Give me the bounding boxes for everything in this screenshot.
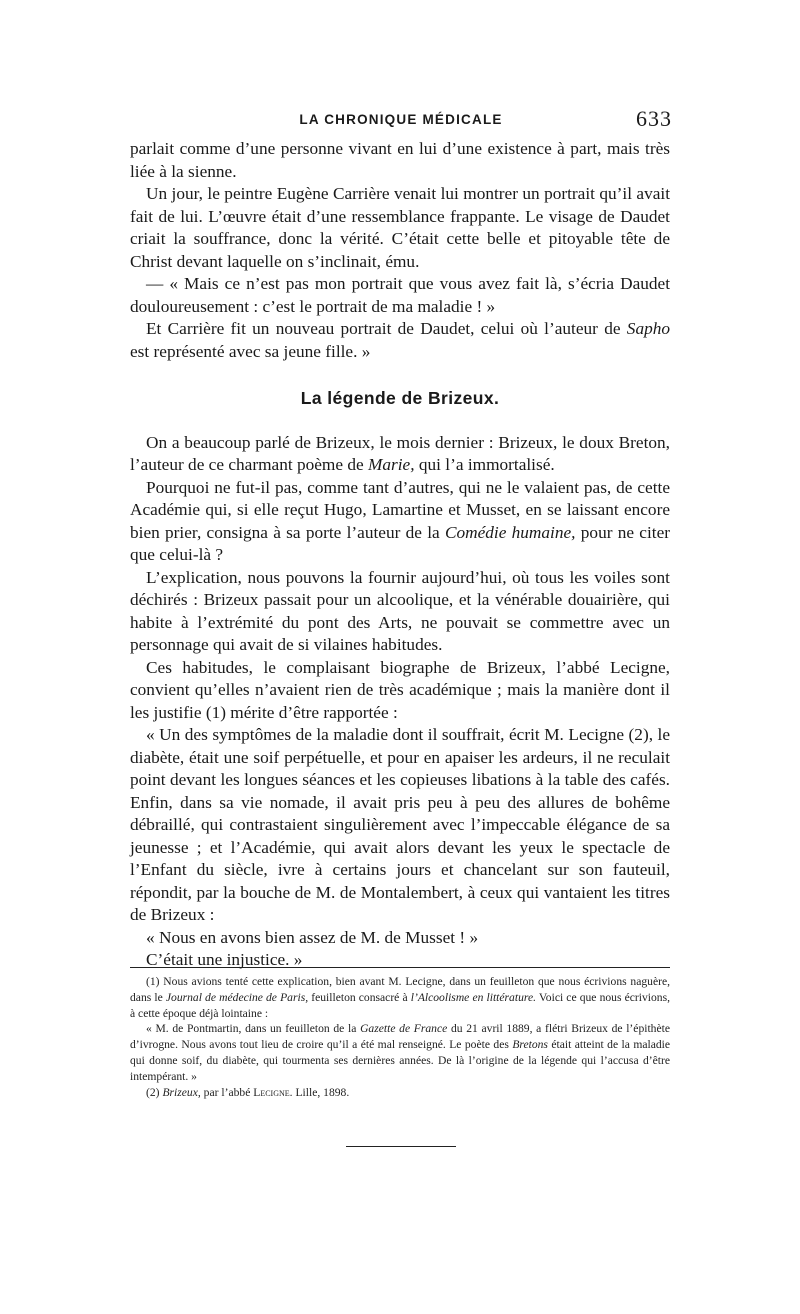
- paragraph: [130, 432, 670, 477]
- italic-title: Brizeux,: [162, 1085, 201, 1099]
- italic-title: Comédie humaine,: [444, 522, 576, 542]
- quotation: « Un des symptômes de la maladie dont il souffrait, écrit M. Lecigne (2), le diabète, était une soif perpétuelle, et pour en apaiser les ardeurs, il ne reculait point devant les longues séances et les copieuses libations à la table des cafés. Enfin, dans sa vie nomade, il avait pris peu à peu des allures de bohême débraillé, qui contrastaient singulièrement avec l’impeccable élégance de sa jeunesse ; et l’Académie, qui avait alors devant les yeux le spectacle de l’Enfant du siècle, ivre à certains jours et chancelant sur son fauteuil, répondit, par la bouche de M. de Montalembert, à ceux qui vantaient les titres de Brizeux :: [130, 725, 670, 924]
- italic-title: l’Alcoolisme en littérature.: [410, 990, 536, 1004]
- paragraph: [130, 477, 670, 567]
- paragraph: — « Mais ce n’est pas mon portrait que vous avez fait là, s’écria Daudet douloureusement : c’est le portrait de ma maladie ! »: [130, 274, 670, 316]
- text-run: (2): [146, 1085, 160, 1099]
- footnote-1: [130, 974, 670, 1021]
- text-run: Lille, 1898.: [295, 1085, 350, 1099]
- text-run: pour ne citer que celui-là ?: [130, 522, 671, 564]
- footnotes: [130, 974, 670, 1100]
- text-run: Et Carrière fit un nouveau portrait de Daudet, celui où l’auteur de: [146, 319, 621, 338]
- text-run: par l’abbé: [203, 1085, 251, 1099]
- paragraph: L’explication, nous pouvons la fournir aujourd’hui, où tous les voiles sont déchirés : Brizeux passait pour un alcoolique, et la vénérable douairière, qui habite à l’extrémité du pont des Arts, ne pouvait se commettre avec un personnage qui avait de si vilaines habitudes.: [130, 567, 670, 654]
- text-run: (1) Nous avions tenté cette explication, bien avant M. Lecigne, dans un feuilleton que nous écrivions naguère, dans le: [130, 975, 670, 1004]
- page-number: 633: [636, 106, 672, 131]
- footnote-rule: [130, 967, 670, 968]
- text-run: qui l’a immortalisé.: [418, 455, 555, 474]
- footnote-quote: [130, 1021, 670, 1084]
- text-run: « M. de Pontmartin, dans un feuilleton de la: [146, 1022, 357, 1036]
- quotation: « Nous en avons bien assez de M. de Musset ! »: [146, 927, 479, 947]
- end-rule: [346, 1146, 456, 1147]
- text-run: Voici ce que nous écrivions, à cette époque déjà lointaine :: [130, 990, 670, 1020]
- italic-title: Bretons: [512, 1038, 548, 1052]
- text-run: était atteint de la maladie qui donne soif, du diabète, qui tourmenta ses dernières années. De là l’origine de la légende qui l’accusa d’être intempérant. »: [130, 1038, 671, 1083]
- italic-title: Marie,: [367, 455, 415, 474]
- running-title: LA CHRONIQUE MÉDICALE: [299, 112, 503, 127]
- paragraph: Ces habitudes, le complaisant biographe de Brizeux, l’abbé Lecigne, convient qu’elles n’avaient rien de très académique ; mais la manière dont il les justifie (1) mérite d’être rapportée :: [130, 657, 670, 722]
- italic-title: Journal de médecine de Paris,: [165, 990, 309, 1004]
- main-text: [130, 138, 670, 972]
- italic-title: Sapho: [626, 319, 670, 338]
- section-title: La légende de Brizeux.: [300, 388, 500, 408]
- italic-title: Gazette de France: [360, 1022, 448, 1036]
- text-run: Pourquoi ne fut-il pas, comme tant d’autres, qui ne le valaient pas, de cette Académie qui, si elle reçut Hugo, Lamartine et Musset, en se laissant encore bien prier, consigna à sa porte l’auteur de la: [130, 477, 670, 542]
- paragraph: parlait comme d’une personne vivant en lui d’une existence à part, mais très liée à la sienne.: [130, 139, 670, 181]
- paragraph: Un jour, le peintre Eugène Carrière venait lui montrer un portrait qu’il avait fait de lui. L’œuvre était d’une ressemblance frappante. Le visage de Daudet criait la souffrance, donc la vérité. C’était cette belle et pitoyable tête de Christ devant laquelle on s’inclinait, ému.: [130, 184, 670, 271]
- quotation: C’était une injustice. »: [146, 950, 303, 969]
- page-header: [130, 106, 672, 136]
- text-run: On a beaucoup parlé de Brizeux, le mois dernier : Brizeux, le doux Breton, l’auteur de ce charmant poème de: [130, 432, 670, 474]
- text-run: feuilleton consacré à: [311, 990, 408, 1004]
- text-run: est représenté avec sa jeune fille. »: [130, 341, 371, 361]
- paragraph: [130, 318, 670, 363]
- text-run: du 21 avril 1889, a flétri Brizeux de l’épithète d’ivrogne. Nous avons tout lieu de croire qu’il a été mal renseigné. Le poète des: [130, 1022, 670, 1052]
- footnote-2: [130, 1085, 670, 1101]
- author-name: Lecigne.: [253, 1085, 293, 1099]
